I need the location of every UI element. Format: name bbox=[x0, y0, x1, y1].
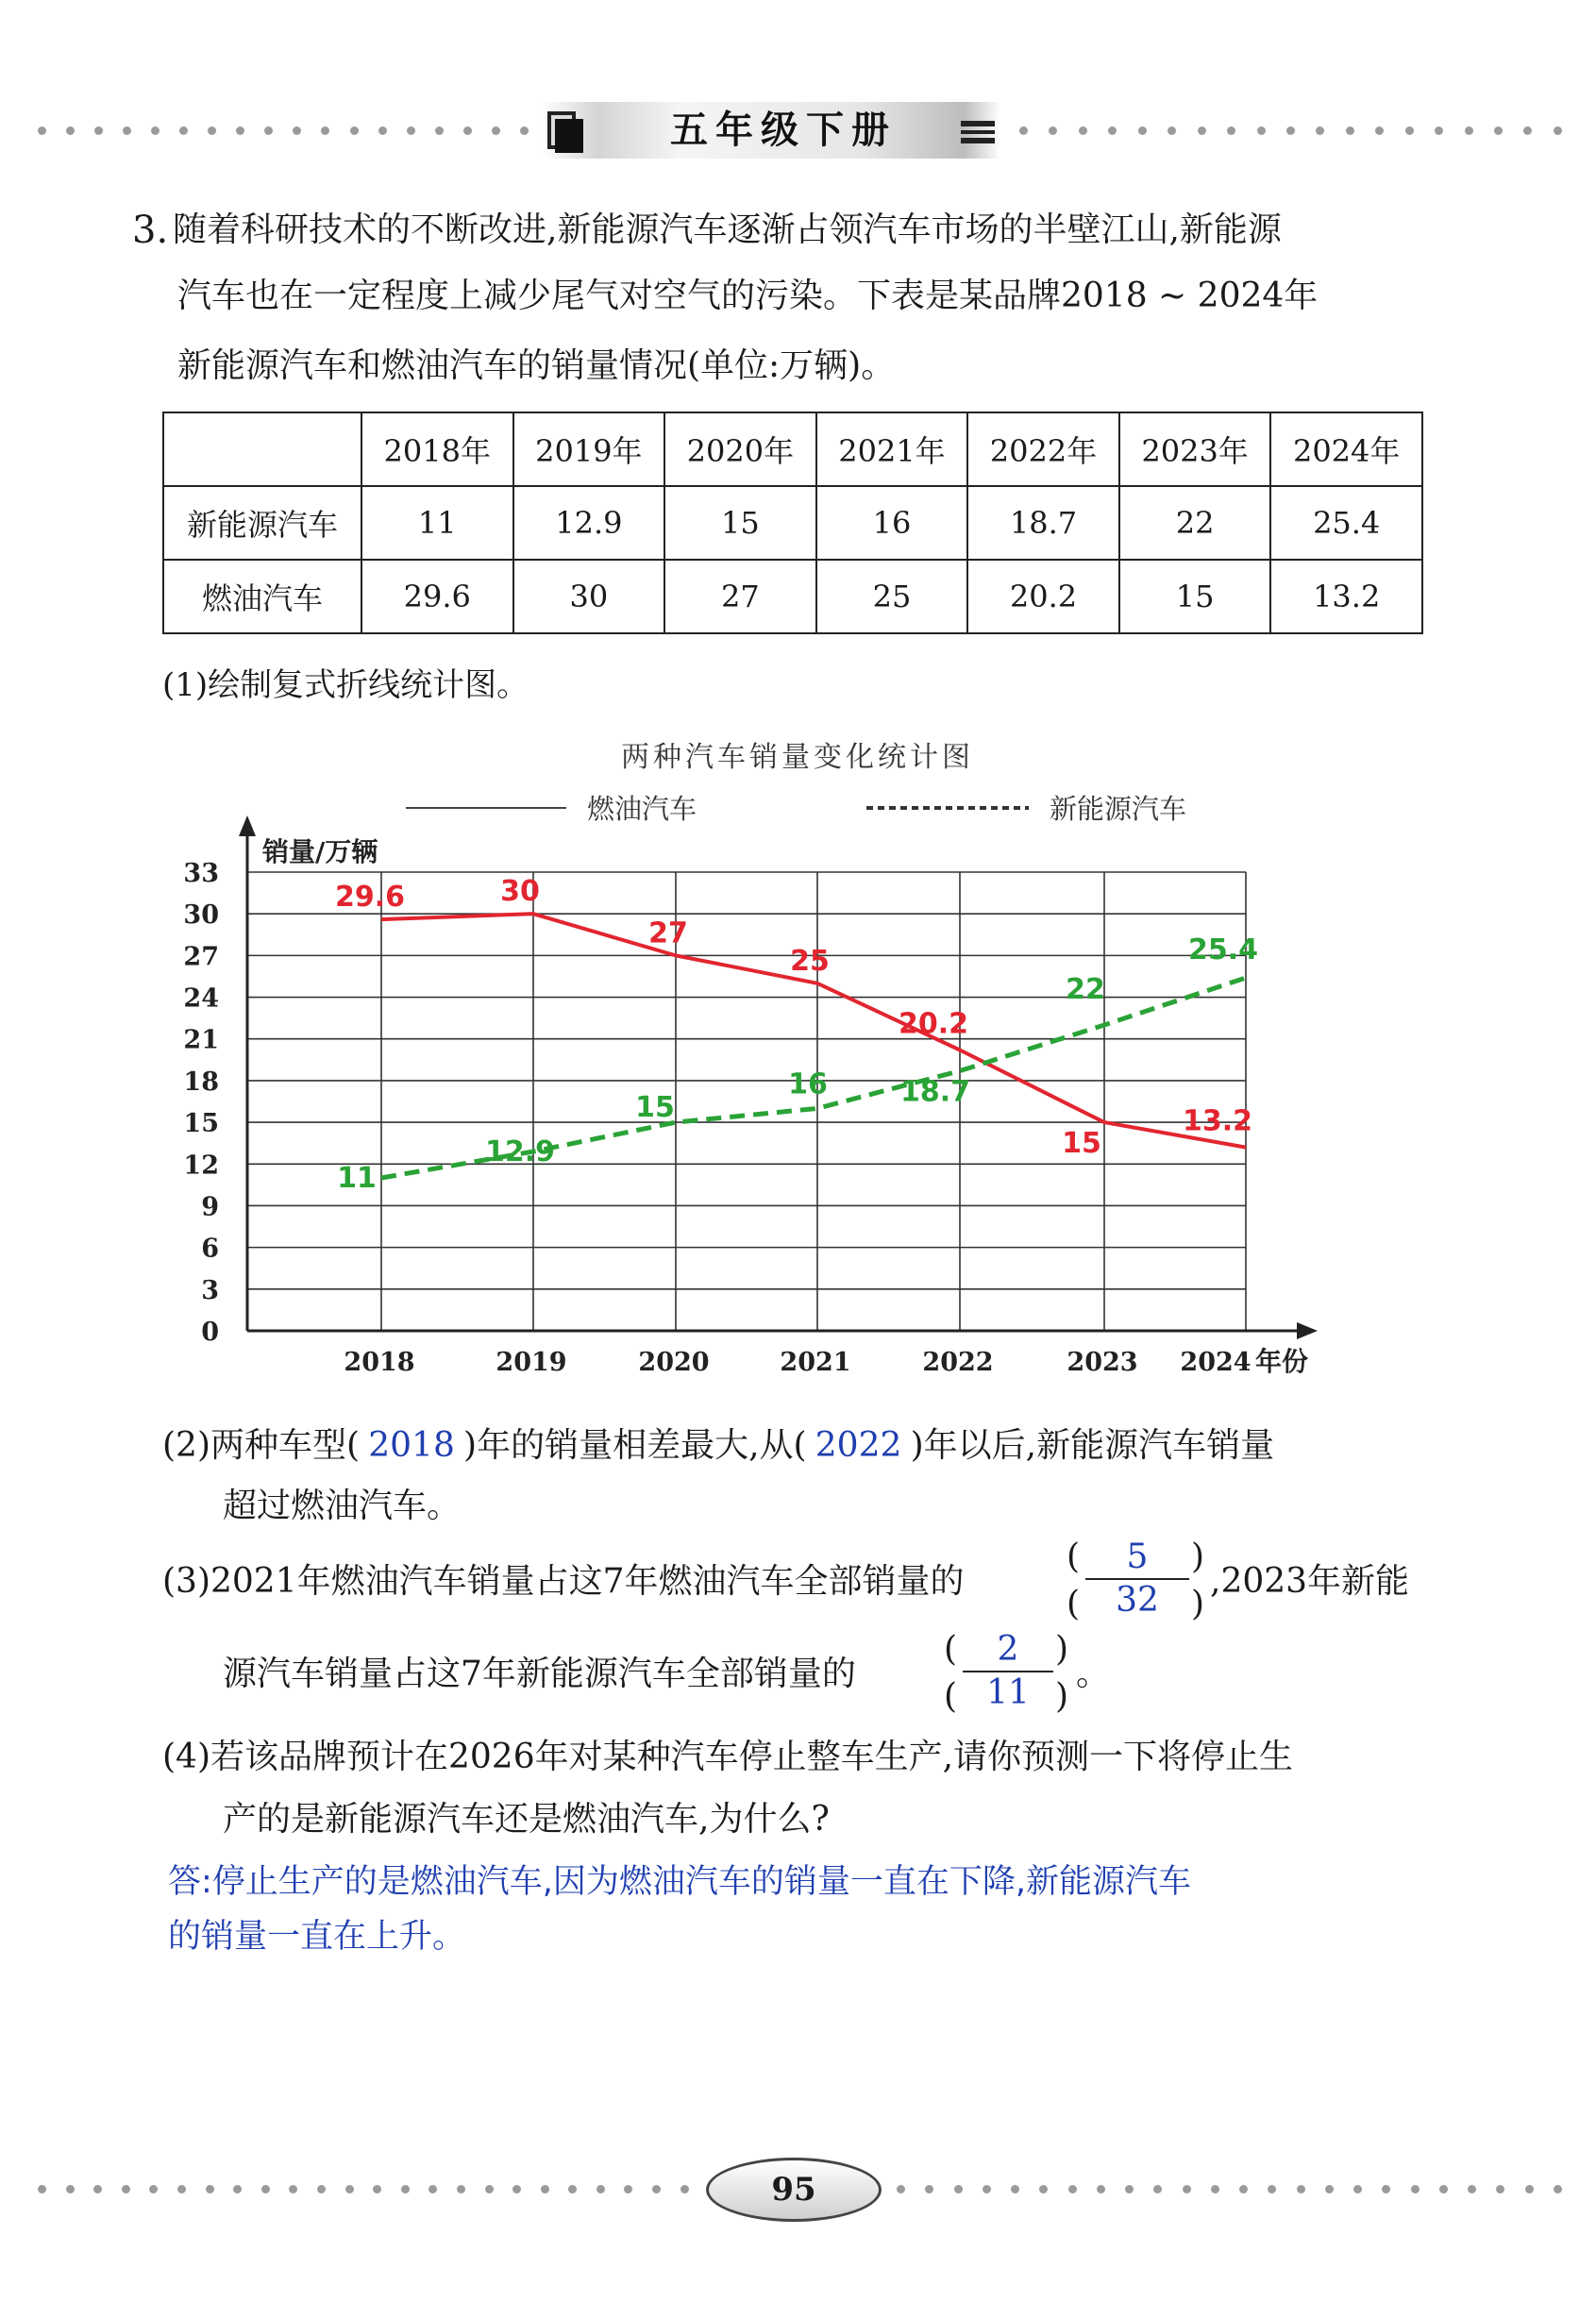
fuel-data-label: 27 bbox=[648, 916, 688, 950]
answer-line2: 的销量一直在上升。 bbox=[168, 1918, 466, 1956]
new-energy-data-label: 25.4 bbox=[1187, 933, 1259, 966]
paren-close: ) bbox=[1191, 1585, 1205, 1623]
table-header-row bbox=[163, 412, 1422, 486]
part3-text-a: (3)2021年燃油汽车销量占这7年燃油汽车全部销量的 bbox=[162, 1562, 965, 1601]
question-line-2: 汽车也在一定程度上减少尾气对空气的污染。下表是某品牌2018 ~ 2024年 bbox=[177, 277, 1319, 315]
line-chart bbox=[0, 717, 1596, 1397]
table-header-cell: 2024年 bbox=[1270, 412, 1422, 486]
new-energy-data-label: 15 bbox=[635, 1091, 675, 1125]
legend-label: 新能源汽车 bbox=[1050, 793, 1187, 825]
part2-text-a: (2)两种车型( bbox=[162, 1426, 361, 1465]
fraction-answer-1[interactable] bbox=[1085, 1537, 1189, 1622]
paren-open: ( bbox=[1067, 1585, 1081, 1623]
x-tick-label: 2023 bbox=[1067, 1348, 1138, 1377]
y-tick-label: 0 bbox=[201, 1318, 219, 1347]
y-tick-label: 6 bbox=[201, 1234, 219, 1264]
fuel-data-label: 15 bbox=[1062, 1127, 1101, 1161]
footer-dots-right bbox=[897, 2183, 1562, 2194]
fuel-data-label: 25 bbox=[790, 944, 830, 978]
table-cell: 30 bbox=[513, 560, 665, 633]
x-tick-label: 2019 bbox=[496, 1348, 567, 1377]
table-cell: 15 bbox=[1119, 560, 1271, 633]
x-tick-label: 2021 bbox=[780, 1348, 851, 1377]
part1-text: (1)绘制复式折线统计图。 bbox=[162, 666, 529, 704]
header-title: 五年级下册 bbox=[670, 109, 897, 152]
table-row bbox=[163, 560, 1422, 633]
sales-table bbox=[162, 412, 1423, 634]
table-header-cell: 2020年 bbox=[664, 412, 816, 486]
table-header-cell: 2018年 bbox=[361, 412, 513, 486]
header-dots-right bbox=[1019, 125, 1562, 136]
y-tick-label: 15 bbox=[183, 1109, 219, 1139]
table-cell: 25.4 bbox=[1270, 486, 1422, 560]
fraction-1-denominator: 32 bbox=[1116, 1581, 1159, 1620]
fuel-data-label: 20.2 bbox=[898, 1007, 969, 1041]
question-line-1: 随着科研技术的不断改进,新能源汽车逐渐占领汽车市场的半壁江山,新能源 bbox=[173, 210, 1282, 249]
part4-line1: (4)若该品牌预计在2026年对某种汽车停止整车生产,请你预测一下将停止生 bbox=[162, 1738, 1294, 1776]
part2-text-b: )年的销量相差最大,从( bbox=[463, 1426, 807, 1465]
y-tick-label: 3 bbox=[201, 1275, 219, 1305]
new-energy-data-label: 16 bbox=[788, 1067, 828, 1101]
fraction-2-denominator: 11 bbox=[986, 1673, 1030, 1712]
paren-open: ( bbox=[944, 1630, 958, 1669]
fraction-2-numerator: 2 bbox=[997, 1630, 1019, 1669]
y-tick-label: 18 bbox=[183, 1067, 219, 1097]
paren-close: ) bbox=[1191, 1538, 1205, 1576]
y-tick-label: 24 bbox=[183, 983, 219, 1014]
table-row-label: 新能源汽车 bbox=[163, 486, 361, 560]
y-tick-label: 9 bbox=[201, 1192, 219, 1222]
answer-line1: 答:停止生产的是燃油汽车,因为燃油汽车的销量一直在下降,新能源汽车 bbox=[168, 1863, 1192, 1901]
new-energy-data-label: 22 bbox=[1066, 973, 1105, 1006]
y-tick-label: 12 bbox=[183, 1151, 219, 1181]
question-number: 3. bbox=[132, 209, 169, 252]
answer-blank-1[interactable]: 2018 bbox=[368, 1426, 455, 1465]
table-header-cell bbox=[163, 412, 361, 486]
table-cell: 18.7 bbox=[967, 486, 1119, 560]
new-energy-data-label: 18.7 bbox=[899, 1075, 971, 1109]
y-tick-label: 21 bbox=[183, 1025, 219, 1055]
part2-line2: 超过燃油汽车。 bbox=[223, 1487, 462, 1525]
x-axis-arrow bbox=[1297, 1322, 1318, 1339]
paren-open: ( bbox=[1067, 1538, 1081, 1576]
table-cell: 15 bbox=[664, 486, 816, 560]
paren-close: ) bbox=[1055, 1677, 1069, 1716]
book-icon bbox=[546, 106, 587, 155]
part3-text-b: ,2023年新能 bbox=[1210, 1562, 1410, 1601]
answer-blank-2[interactable]: 2022 bbox=[815, 1426, 902, 1465]
x-tick-label: 2020 bbox=[638, 1348, 710, 1377]
x-tick-label: 2018 bbox=[344, 1348, 415, 1377]
table-cell: 12.9 bbox=[513, 486, 665, 560]
header-dots-left bbox=[38, 125, 529, 136]
y-axis-arrow bbox=[239, 815, 256, 836]
fuel-data-label: 13.2 bbox=[1182, 1104, 1253, 1138]
chart-title: 两种汽车销量变化统计图 bbox=[621, 741, 974, 774]
fuel-data-label: 29.6 bbox=[334, 881, 406, 915]
table-cell: 27 bbox=[664, 560, 816, 633]
x-tick-label: 2022 bbox=[922, 1348, 994, 1377]
new-energy-data-label: 11 bbox=[337, 1162, 377, 1195]
legend-label: 燃油汽车 bbox=[587, 793, 697, 825]
table-cell: 11 bbox=[361, 486, 513, 560]
table-header-cell: 2023年 bbox=[1119, 412, 1271, 486]
part4-line2: 产的是新能源汽车还是燃油汽车,为什么? bbox=[223, 1800, 830, 1839]
x-tick-label: 2024 bbox=[1180, 1348, 1252, 1377]
table-cell: 29.6 bbox=[361, 560, 513, 633]
paren-close: ) bbox=[1055, 1630, 1069, 1669]
question-line-3: 新能源汽车和燃油汽车的销量情况(单位:万辆)。 bbox=[177, 346, 896, 385]
part2-line1 bbox=[162, 1412, 1274, 1480]
table-cell: 22 bbox=[1119, 486, 1271, 560]
table-row-label: 燃油汽车 bbox=[163, 560, 361, 633]
fraction-1-numerator: 5 bbox=[1126, 1538, 1149, 1576]
y-axis-label: 销量/万辆 bbox=[262, 836, 378, 867]
pen-icon bbox=[959, 117, 997, 145]
table-cell: 13.2 bbox=[1270, 560, 1422, 633]
table-cell: 25 bbox=[816, 560, 968, 633]
part3-text-d: 。 bbox=[1076, 1655, 1111, 1693]
table-header-cell: 2021年 bbox=[816, 412, 968, 486]
fraction-answer-2[interactable] bbox=[963, 1629, 1053, 1714]
table-row bbox=[163, 486, 1422, 560]
fuel-data-label: 30 bbox=[500, 875, 540, 909]
y-tick-label: 33 bbox=[183, 859, 219, 888]
part2-text-c: )年以后,新能源汽车销量 bbox=[910, 1426, 1275, 1465]
table-cell: 16 bbox=[816, 486, 968, 560]
footer-dots-left bbox=[38, 2183, 689, 2194]
table-header-cell: 2019年 bbox=[513, 412, 665, 486]
y-tick-label: 27 bbox=[183, 942, 219, 972]
part3-text-c: 源汽车销量占这7年新能源汽车全部销量的 bbox=[223, 1655, 856, 1693]
table-cell: 20.2 bbox=[967, 560, 1119, 633]
page-number: 95 bbox=[706, 2158, 882, 2222]
y-tick-label: 30 bbox=[183, 900, 219, 931]
x-axis-label: 年份 bbox=[1255, 1346, 1309, 1377]
table-header-cell: 2022年 bbox=[967, 412, 1119, 486]
new-energy-data-label: 12.9 bbox=[484, 1135, 556, 1169]
paren-open: ( bbox=[944, 1677, 958, 1716]
